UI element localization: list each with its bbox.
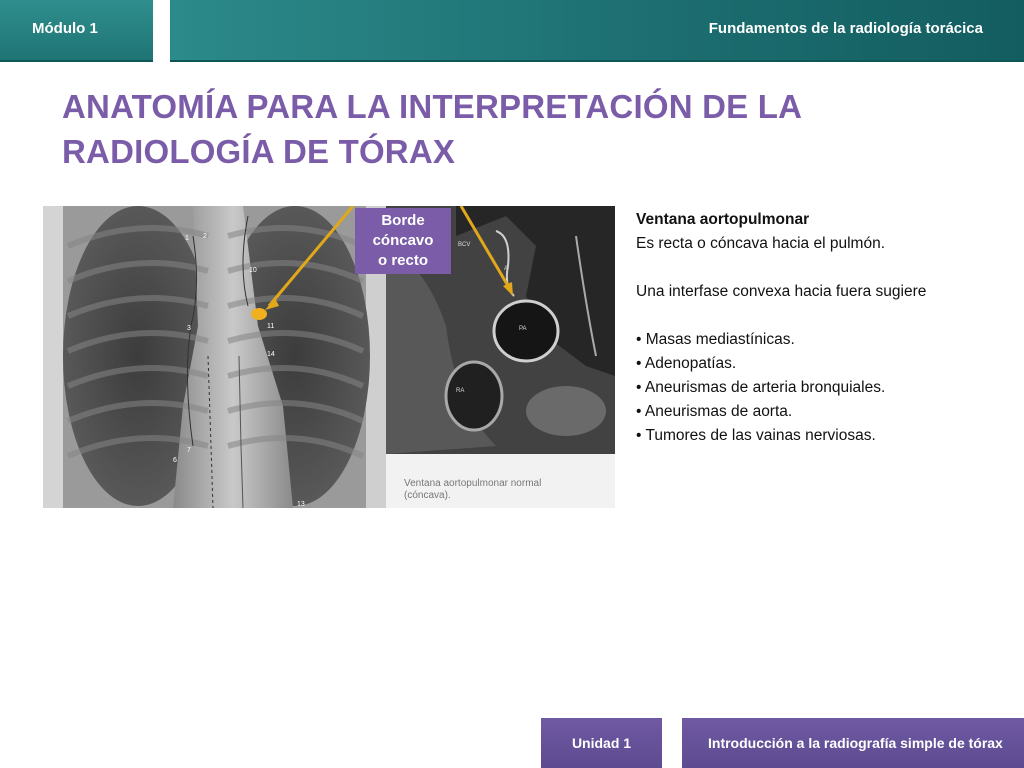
chest-xray-image [43, 206, 386, 508]
svg-text:11: 11 [267, 323, 275, 330]
svg-text:3: 3 [187, 325, 191, 332]
list-item: • Masas mediastínicas. [636, 331, 795, 348]
slide-title: ANATOMÍA PARA LA INTERPRETACIÓN DE LA RADIOLOGÍA DE TÓRAX [62, 88, 801, 170]
list-item: • Adenopatías. [636, 355, 737, 372]
list-item: • Aneurismas de arteria bronquiales. [636, 379, 886, 396]
svg-text:1: 1 [185, 235, 189, 242]
svg-text:PA: PA [519, 326, 527, 332]
header-bar [0, 0, 1024, 60]
unit-tab [541, 718, 662, 768]
concave-border-label: Borde cóncavo o recto [355, 208, 451, 274]
svg-text:14: 14 [267, 351, 275, 358]
module-label: Módulo 1 [32, 20, 98, 37]
content-text [636, 208, 996, 448]
list-item: • Aneurismas de aorta. [636, 403, 793, 420]
section-heading: Ventana aortopulmonar [636, 211, 810, 228]
module-tab [0, 0, 153, 62]
svg-text:2: 2 [203, 233, 207, 240]
svg-text:BCV: BCV [458, 242, 471, 248]
course-banner [170, 0, 1024, 62]
list-item: • Tumores de las vainas nerviosas. [636, 427, 876, 444]
description-line: Una interfase convexa hacia fuera sugiere [636, 283, 927, 300]
topic-tab [682, 718, 1024, 768]
topic-label: Introducción a la radiografía simple de tórax [708, 735, 1003, 751]
unit-label: Unidad 1 [571, 735, 632, 751]
description-line: Es recta o cóncava hacia el pulmón. [636, 235, 885, 252]
svg-text:7: 7 [187, 447, 191, 454]
svg-text:A: A [504, 266, 509, 272]
svg-text:13: 13 [297, 501, 305, 508]
svg-text:RA: RA [456, 388, 465, 394]
svg-text:10: 10 [249, 267, 257, 274]
svg-text:6: 6 [173, 457, 177, 464]
figure-caption: Ventana aortopulmonar normal (cóncava). [404, 478, 542, 501]
radiograph-figure [43, 206, 615, 508]
course-title: Fundamentos de la radiología torácica [708, 20, 983, 37]
